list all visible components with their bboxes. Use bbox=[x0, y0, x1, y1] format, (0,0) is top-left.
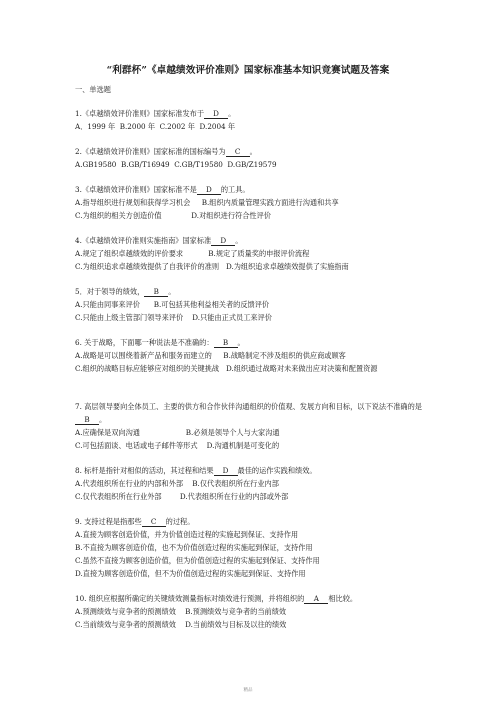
option-b: B.规定了质量奖的申报评价流程 bbox=[208, 249, 310, 258]
option-c: C.组织的战略目标应能够应对组织的关键挑战 bbox=[75, 364, 220, 373]
option-d: D.沟通机制是可变化的 bbox=[206, 441, 280, 450]
question-7: 7. 高层领导要向全体员工、主要的供方和合作伙伴沟通组织的价值观、发展方向和目标，以下说法不准确的是B 。 A.应确保是双向沟通 B.必须是领导个人与大家沟通 C.可包括面谈、电话或电子邮件等形式 D.沟通机制是可变化的 bbox=[75, 400, 435, 452]
answer-blank: C bbox=[142, 517, 166, 527]
question-6: 6. 关于战略，下面哪一种说法是不准确的： B 。 A.战略是可以围绕着新产品和服务而建立的 B.战略制定不涉及组织的供应商或顾客 C.组织的战略目标应能够应对组织的关键挑战 D.组织通过战略对未来做出应对决策和配置资源 bbox=[75, 336, 435, 375]
question-stem: 6. 关于战略，下面哪一种说法是不准确的： bbox=[75, 338, 214, 347]
question-5: 5．对于领导的绩效， B 。 A.只能由同事来评价 B.可包括其他利益相关者的反馈评价 C.只能由上级主管部门领导来评价 D.只能由正式员工来评价 bbox=[75, 285, 435, 324]
option-b: B.不直接为顾客创造价值，也不为价值创造过程的实施起到保证，支持作用 bbox=[75, 543, 313, 552]
options-row bbox=[75, 349, 435, 362]
options-row bbox=[75, 490, 435, 503]
options-row bbox=[75, 477, 435, 490]
options-row bbox=[75, 247, 435, 260]
option-a: A.规定了组织卓越绩效的评价要求 bbox=[75, 249, 184, 258]
option-d: D.GB/Z19579 bbox=[227, 160, 277, 169]
option-c: C.当前绩效与竞争者的预测绩效 bbox=[75, 620, 176, 629]
option-c: C.2002 年 bbox=[159, 122, 195, 131]
options-row bbox=[75, 311, 435, 324]
option-b: B.组织内质量管理实践方面进行沟通和共享 bbox=[201, 198, 339, 207]
option-a: A.代表组织所在行业的内部和外部 bbox=[75, 479, 184, 488]
options-row bbox=[75, 605, 435, 618]
question-4: 4.《卓越绩效评价准则实施指南》国家标准 D 。 A.规定了组织卓越绩效的评价要求 B.规定了质量奖的申报评价流程 C.为组织追求卓越绩效提供了自我评价的准则 D.为组织追求卓越绩效提供了实施指南 bbox=[75, 234, 435, 273]
option-c: C.只能由上级主管部门领导来评价 bbox=[75, 313, 184, 322]
option-c: C.为组织的相关方创造价值 bbox=[75, 211, 162, 220]
option-d: D.当前绩效与目标及以往的绩效 bbox=[185, 620, 287, 629]
option-b: B.预测绩效与竞争者的当前绩效 bbox=[185, 607, 287, 616]
options-row bbox=[75, 158, 435, 171]
option-c: C.仅代表组织所在行业外部 bbox=[75, 492, 162, 501]
answer-blank: B bbox=[144, 287, 168, 297]
options-row bbox=[75, 209, 435, 222]
question-1: 1.《卓越绩效评价准则》国家标准发布于 D 。 A．1999 年 B.2000 年 C.2002 年 D.2004 年 bbox=[75, 107, 435, 133]
option-d: D.2004 年 bbox=[199, 122, 236, 131]
option-b: B.GB/T16949 bbox=[120, 160, 170, 169]
option-d: D.只能由正式员工来评价 bbox=[192, 313, 272, 322]
option-b: B.战略制定不涉及组织的供应商或顾客 bbox=[223, 351, 346, 360]
question-8: 8. 标杆是指针对相似的活动，其过程和结果 D 最佳的运作实践和绩效。 A.代表组织所在行业的内部和外部 B.仅代表组织所在行业内部 C.仅代表组织所在行业外部 D.代表组织所在行业的内部或外部 bbox=[75, 464, 435, 503]
option-d: D.直接为顾客创造价值，但不为价值创造过程的实施起到保证、支持作用 bbox=[75, 569, 306, 578]
options-row bbox=[75, 298, 435, 311]
document-title: “利群杯”《卓越绩效评价准则》国家标准基本知识竞赛试题及答案 bbox=[106, 65, 390, 76]
options-row bbox=[75, 439, 435, 452]
option-b: B.可包括其他利益相关者的反馈评价 bbox=[153, 300, 270, 309]
option-d: D.为组织追求卓越绩效提供了实施指南 bbox=[225, 262, 349, 271]
question-stem: 1.《卓越绩效评价准则》国家标准发布于 bbox=[75, 109, 205, 118]
question-stem: 7. 高层领导要向全体员工、主要的供方和合作伙伴沟通组织的价值观、发展方向和目标，以下说法不准确的是 bbox=[75, 402, 422, 411]
answer-blank: D bbox=[204, 109, 228, 119]
answer-blank: A bbox=[304, 594, 328, 604]
answer-blank: D bbox=[197, 185, 221, 195]
option-c: C.可包括面谈、电话或电子邮件等形式 bbox=[75, 441, 198, 450]
option-c: C.为组织追求卓越绩效提供了自我评价的准则 bbox=[75, 262, 220, 271]
question-9: 9. 支持过程是指那些 C 的过程。 A.直接为顾客创造价值，并为价值创造过程的实施起到保证、支持作用 B.不直接为顾客创造价值，也不为价值创造过程的实施起到保证，支持作用 C.虽然不直接为顾客创造价值，但为价值创造过程的实施起到保证、支持作用 D.直接为顾客创造价值，但不为价值创造过程的实施起到保证、支持作用 bbox=[75, 515, 435, 580]
option-a: A.直接为顾客创造价值，并为价值创造过程的实施起到保证、支持作用 bbox=[75, 530, 299, 539]
answer-blank: B bbox=[75, 415, 99, 425]
option-a: A.指导组织进行规划和获得学习机会 bbox=[75, 198, 191, 207]
option-b: B.必须是领导个人与大家沟通 bbox=[185, 428, 280, 437]
option-a: A.预测绩效与竞争者的预测绩效 bbox=[75, 607, 176, 616]
question-stem: 2.《卓越绩效评价准则》国家标准的国标编号为 bbox=[75, 147, 226, 156]
answer-blank: D bbox=[211, 236, 235, 246]
question-stem: 5．对于领导的绩效， bbox=[75, 287, 145, 296]
option-d: D.对组织进行符合性评价 bbox=[191, 211, 271, 220]
section-heading: 一、单选题 bbox=[75, 85, 111, 94]
options-row bbox=[75, 362, 435, 375]
page-footer: 精品 bbox=[243, 688, 253, 693]
option-a: A．1999 年 bbox=[75, 122, 116, 131]
option-c: C.GB/T19580 bbox=[174, 160, 223, 169]
question-stem: 10. 组织应根据所确定的关键绩效测量指标对绩效进行预测，并将组织的 bbox=[75, 594, 305, 603]
options-row bbox=[75, 120, 435, 133]
option-c: C.虽然不直接为顾客创造价值，但为价值创造过程的实施起到保证、支持作用 bbox=[75, 556, 320, 565]
answer-blank: D bbox=[214, 466, 238, 476]
question-stem: 4.《卓越绩效评价准则实施指南》国家标准 bbox=[75, 236, 212, 245]
options-row bbox=[75, 426, 435, 439]
question-stem: 9. 支持过程是指那些 bbox=[75, 517, 142, 526]
question-3: 3.《卓越绩效评价准则》国家标准不是 D 的工具。 A.指导组织进行规划和获得学习机会 B.组织内质量管理实践方面进行沟通和共享 C.为组织的相关方创造价值 D.对组织进行符合性评价 bbox=[75, 183, 435, 222]
options-row bbox=[75, 260, 435, 273]
option-a: A.应确保是双向沟通 bbox=[75, 428, 140, 437]
question-stem: 3.《卓越绩效评价准则》国家标准不是 bbox=[75, 185, 197, 194]
option-d: D.代表组织所在行业的内部或外部 bbox=[179, 492, 289, 501]
option-b: B.仅代表组织所在行业内部 bbox=[192, 479, 279, 488]
option-a: A.只能由同事来评价 bbox=[75, 300, 140, 309]
option-a: A.战略是可以围绕着新产品和服务而建立的 bbox=[75, 351, 212, 360]
answer-blank: C bbox=[226, 147, 250, 157]
answer-blank: B bbox=[214, 338, 238, 348]
question-10: 10. 组织应根据所确定的关键绩效测量指标对绩效进行预测，并将组织的 A 相比较。 A.预测绩效与竞争者的预测绩效 B.预测绩效与竞争者的当前绩效 C.当前绩效与竞争者的预测绩效 D.当前绩效与目标及以往的绩效 bbox=[75, 592, 435, 631]
options-row bbox=[75, 196, 435, 209]
option-d: D.组织通过战略对未来做出应对决策和配置资源 bbox=[225, 364, 378, 373]
question-2: 2.《卓越绩效评价准则》国家标准的国标编号为 C 。 A.GB19580 B.GB/T16949 C.GB/T19580 D.GB/Z19579 bbox=[75, 145, 435, 171]
options-row bbox=[75, 618, 435, 631]
option-b: B.2000 年 bbox=[119, 122, 156, 131]
option-a: A.GB19580 bbox=[75, 160, 117, 169]
question-stem: 8. 标杆是指针对相似的活动，其过程和结果 bbox=[75, 466, 214, 475]
